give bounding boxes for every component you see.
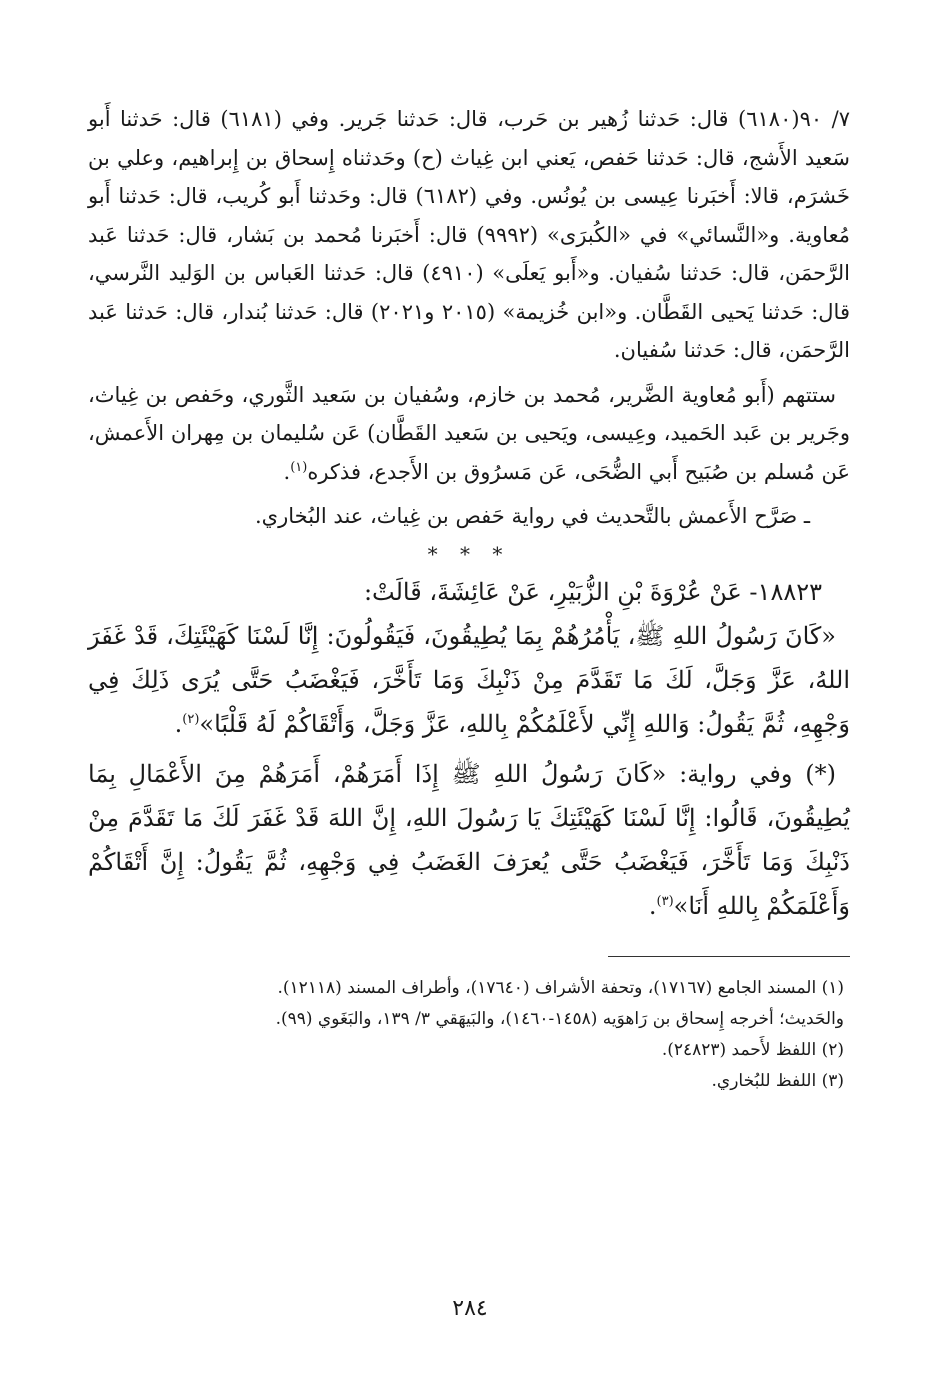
section-separator: * * *	[427, 541, 511, 566]
footnote-ref-2: (٢)	[182, 711, 200, 727]
footnote-2: (٢) اللفظ لأَحمد (٢٤٨٢٣).	[661, 1039, 844, 1060]
footnotes	[88, 973, 850, 1097]
footnote-3: (٣) اللفظ للبُخاري.	[711, 1070, 844, 1091]
footnote-divider	[608, 956, 850, 957]
hadith-matn: «كَانَ رَسُولُ اللهِ ﷺ، يَأْمُرُهُمْ بِمَا يُطِيقُونَ، فَيَقُولُونَ: إِنَّا لَسْنَا كَهَيْئَتِكَ، قَدْ غَفَرَ اللهُ، عَزَّ وَجَلَّ، لَكَ مَا تَقَدَّمَ مِنْ ذَنْبِكَ وَمَا تَأَخَّرَ، فَيَغْضَبُ حَتَّى يُرَى ذَلِكَ فِي وَجْهِهِ، ثُمَّ يَقُولُ: وَاللهِ إِنِّي لأَعْلَمُكُمْ بِاللهِ، عَزَّ وَجَلَّ، وَأَتْقَاكُمْ لَهُ قَلْبًا»	[88, 621, 850, 738]
tahdith-note: ـ صَرَّح الأَعمش بالتَّحديث في رواية حَفص بن غِياث، عند البُخاري.	[254, 504, 810, 528]
riwaya-matn: (*) وفي رواية: «كَانَ رَسُولُ اللهِ ﷺ إِذَا أَمَرَهُمْ، أَمَرَهُمْ مِنَ الأَعْمَالِ بِمَا يُطِيقُونَ، قَالُوا: إِنَّا لَسْنَا كَهَيْئَتِكَ يَا رَسُولَ اللهِ، إِنَّ اللهَ قَدْ غَفَرَ لَكَ مَا تَقَدَّمَ مِنْ ذَنْبِكَ وَمَا تَأَخَّرَ، فَيَغْضَبُ حَتَّى يُعرَفَ الغَضَبُ فِي وَجْهِهِ، ثُمَّ يَقُولُ: إِنَّ أَتْقَاكُمْ وَأَعْلَمَكُمْ بِاللهِ أَنَا»	[88, 759, 850, 920]
page-content	[88, 100, 850, 1097]
footnote-ref-1: (١)	[290, 459, 308, 475]
hadith-heading: ١٨٨٢٣- عَنْ عُرْوَةَ بْنِ الزُّبَيْرِ، عَنْ عَائِشَةَ، قَالَتْ:	[363, 577, 822, 606]
footnote-1-continued: والحَديث؛ أخرجه إِسحاق بن رَاهوَيه (١٤٥٨-١٤٦٠)، والبَيهَقي ٣/ ١٣٩، والبَغَوي (٩٩).	[275, 1008, 844, 1029]
narrators-text: ستتهم (أَبو مُعاوية الضَّرير، مُحمد بن خازم، وسُفيان بن سَعيد الثَّوري، وحَفص بن غِياث، وجَرير بن عَبد الحَميد، وعِيسى، ويَحيى بن سَعيد القَطَّان) عَن سُليمان بن مِهران الأَعمش، عَن مُسلم بن صُبَيح أَبي الضُّحَى، عَن مَسرُوق بن الأَجدع، فذكره	[88, 382, 850, 484]
narrators-paragraph: ستتهم (أَبو مُعاوية الضَّرير، مُحمد بن خازم، وسُفيان بن سَعيد الثَّوري، وحَفص بن غِياث، وجَرير بن عَبد الحَميد، وعِيسى، ويَحيى بن سَعيد القَطَّان) عَن سُليمان بن مِهران الأَعمش، عَن مُسلم بن صُبَيح أَبي الضُّحَى، عَن مَسرُوق بن الأَجدع، فذكره$^{(١)}$.	[88, 382, 850, 484]
footnote-ref-3: (٣)	[656, 893, 674, 909]
page-number: ٢٨٤	[452, 1296, 488, 1321]
sources-paragraph: ٧/ ٩٠(٦١٨٠) قال: حَدثنا زُهير بن حَرب، قال: حَدثنا جَرير. وفي (٦١٨١) قال: حَدثنا أَبو سَعيد الأَشج، قال: حَدثنا حَفص، يَعني ابن غِياث (ح) وحَدثناه إِسحاق بن إِبراهيم، وعلي بن خَشرَم، قالا: أَخبَرنا عِيسى بن يُونُس. وفي (٦١٨٢) قال: وحَدثنا أَبو كُريب، قال: حَدثنا أَبو مُعاوية. و«النَّسائي» في «الكُبرَى» (٩٩٩٢) قال: أَخبَرنا مُحمد بن بَشار، قال: حَدثنا عَبد الرَّحمَن، قال: حَدثنا سُفيان. و«أَبو يَعلَى» (٤٩١٠) قال: حَدثنا العَباس بن الوَليد النَّرسي، قال: حَدثنا يَحيى القَطَّان. و«ابن خُزيمة» (٢٠١٥ و٢٠٢١) قال: حَدثنا بُندار، قال: حَدثنا عَبد الرَّحمَن، قال: حَدثنا سُفيان.	[88, 107, 851, 362]
hadith-text: «كَانَ رَسُولُ اللهِ ﷺ، يَأْمُرُهُمْ بِمَا يُطِيقُونَ، فَيَقُولُونَ: إِنَّا لَسْنَا كَهَيْئَتِكَ، قَدْ غَفَرَ اللهُ، عَزَّ وَجَلَّ، لَكَ مَا تَقَدَّمَ مِنْ ذَنْبِكَ وَمَا تَأَخَّرَ، فَيَغْضَبُ حَتَّى يُرَى ذَلِكَ فِي وَجْهِهِ، ثُمَّ يَقُولُ: وَاللهِ إِنِّي لأَعْلَمُكُمْ بِاللهِ، عَزَّ وَجَلَّ، وَأَتْقَاكُمْ لَهُ قَلْبًا»$^{(٢)}$.	[88, 621, 850, 738]
riwaya-text: (*) وفي رواية: «كَانَ رَسُولُ اللهِ ﷺ إِذَا أَمَرَهُمْ، أَمَرَهُمْ مِنَ الأَعْمَالِ بِمَا يُطِيقُونَ، قَالُوا: إِنَّا لَسْنَا كَهَيْئَتِكَ يَا رَسُولَ اللهِ، إِنَّ اللهَ قَدْ غَفَرَ لَكَ مَا تَقَدَّمَ مِنْ ذَنْبِكَ وَمَا تَأَخَّرَ، فَيَغْضَبُ حَتَّى يُعرَفَ الغَضَبُ فِي وَجْهِهِ، ثُمَّ يَقُولُ: إِنَّ أَتْقَاكُمْ وَأَعْلَمَكُمْ بِاللهِ أَنَا»$^{(٣)}$.	[88, 759, 850, 920]
footnote-1: (١) المسند الجامع (١٧١٦٧)، وتحفة الأشراف (١٧٦٤٠)، وأطراف المسند (١٢١١٨).	[277, 977, 844, 998]
